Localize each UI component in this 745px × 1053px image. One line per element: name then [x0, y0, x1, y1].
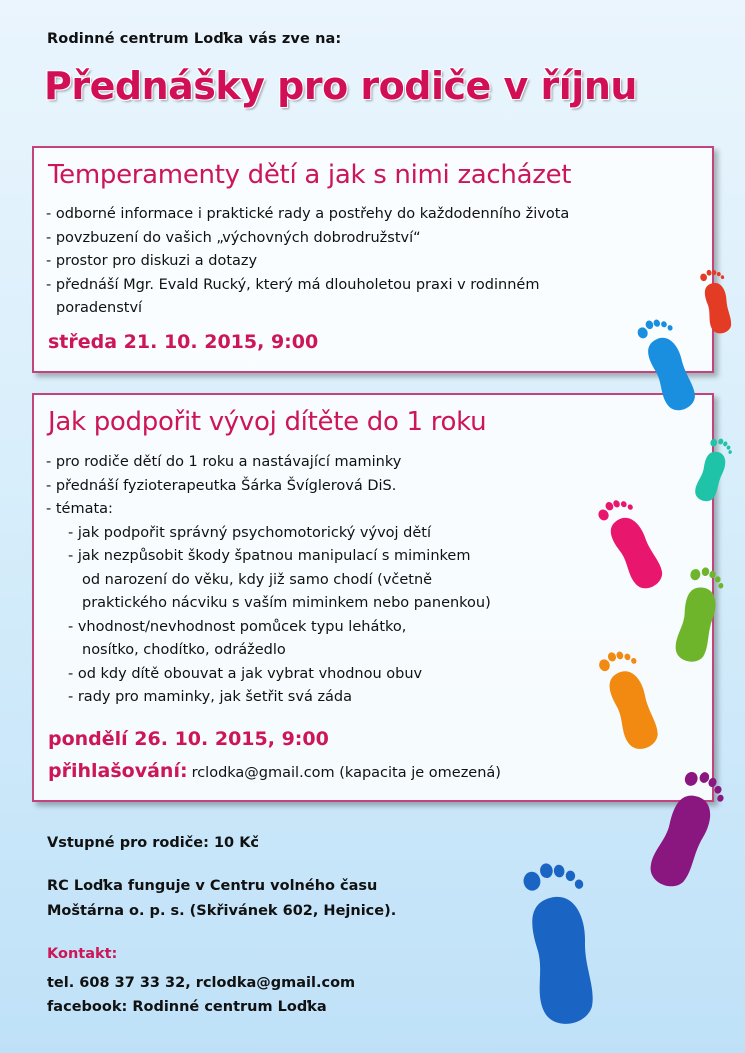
list-item: - témata:: [46, 501, 113, 517]
intro-text: Rodinné centrum Loďka vás zve na:: [47, 31, 342, 47]
lecture-1-title: Temperamenty dětí a jak s nimi zacházet: [48, 160, 572, 190]
lecture-1-box: [32, 146, 714, 373]
topic-item: - rady pro maminky, jak šetřit svá záda: [68, 689, 353, 705]
venue-line: Moštárna o. p. s. (Skřivánek 602, Hejnice).: [47, 903, 397, 919]
entry-fee: Vstupné pro rodiče: 10 Kč: [47, 835, 260, 851]
venue-line: RC Loďka funguje v Centru volného času: [47, 878, 378, 894]
topic-item: - jak nezpůsobit škody špatnou manipulací s miminkem: [68, 548, 471, 564]
contact-label: Kontakt:: [47, 946, 118, 962]
list-item: - přednáší fyzioterapeutka Šárka Švíglerová DiS.: [46, 477, 397, 494]
list-item: - přednáší Mgr. Evald Rucký, který má dlouholetou praxi v rodinném: [46, 276, 540, 293]
lecture-2-title: Jak podpořit vývoj dítěte do 1 roku: [48, 407, 487, 437]
topic-item: nosítko, chodítko, odrážedlo: [82, 642, 286, 658]
lecture-1-bullets: [46, 203, 569, 321]
list-item: - povzbuzení do vašich „výchovných dobrodružství“: [46, 229, 421, 246]
topic-item: - vhodnost/nevhodnost pomůcek typu lehátko,: [68, 618, 407, 635]
footprint-icon: [521, 859, 602, 1028]
topic-item: od narození do věku, kdy již samo chodí (včetně: [82, 571, 433, 588]
lecture-2-box: [32, 393, 714, 802]
list-item: - pro rodiče dětí do 1 roku a nastávající maminky: [46, 454, 402, 470]
list-item: - prostor pro diskuzi a dotazy: [46, 253, 258, 269]
contact-phone-email: tel. 608 37 33 32, rclodka@gmail.com: [47, 975, 356, 991]
list-item: poradenství: [56, 300, 143, 316]
registration-label: přihlašování:: [48, 760, 188, 782]
page-title: Přednášky pro rodiče v říjnu: [44, 64, 637, 108]
venue-info: [47, 874, 396, 924]
lecture-2-date: pondělí 26. 10. 2015, 9:00: [48, 728, 329, 750]
contact-facebook: facebook: Rodinné centrum Loďka: [47, 999, 327, 1015]
list-item: - odborné informace i praktické rady a postřehy do každodenního života: [46, 206, 570, 222]
lecture-1-date: středa 21. 10. 2015, 9:00: [48, 331, 319, 353]
topic-item: praktického nácviku s vaším miminkem nebo panenkou): [82, 595, 491, 611]
registration: [48, 760, 501, 782]
lecture-2-bullets: [46, 451, 491, 710]
registration-text: rclodka@gmail.com (kapacita je omezená): [191, 765, 501, 781]
topic-item: - jak podpořit správný psychomotorický vývoj dětí: [68, 524, 432, 541]
contact-info: [47, 971, 355, 1019]
topic-item: - od kdy dítě obouvat a jak vybrat vhodnou obuv: [68, 665, 423, 682]
